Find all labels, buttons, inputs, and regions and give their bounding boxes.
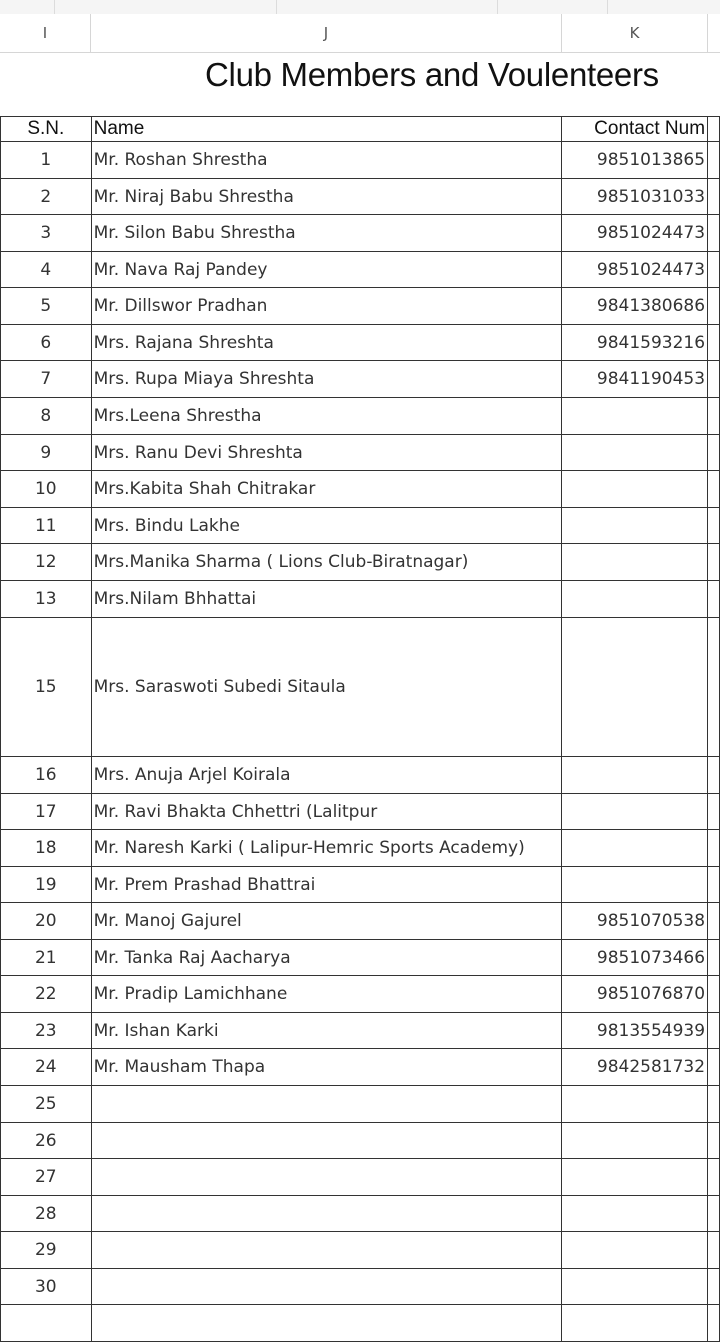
empty-cell[interactable] (708, 1232, 720, 1269)
name-cell[interactable]: Mrs.Manika Sharma ( Lions Club-Biratnagar) (91, 544, 562, 581)
sn-cell[interactable]: 24 (1, 1049, 92, 1086)
contact-cell[interactable] (562, 1086, 708, 1123)
sn-cell[interactable]: 22 (1, 976, 92, 1013)
table-row (1, 1159, 720, 1196)
name-cell[interactable]: Mrs. Saraswoti Subedi Sitaula (91, 618, 562, 757)
sn-cell[interactable]: 26 (1, 1123, 92, 1159)
table-row (1, 867, 720, 903)
sn-cell[interactable]: 28 (1, 1196, 92, 1232)
empty-cell[interactable] (708, 976, 720, 1013)
table-row (1, 903, 720, 940)
header-sn[interactable]: S.N. (1, 117, 92, 142)
empty-cell[interactable] (708, 794, 720, 830)
name-cell[interactable] (91, 1269, 562, 1305)
contact-cell[interactable] (562, 435, 708, 471)
empty-cell[interactable] (708, 1049, 720, 1086)
table-row (1, 1123, 720, 1159)
table-row (1, 435, 720, 471)
column-header-i[interactable]: I (0, 14, 91, 52)
name-cell[interactable]: Mr. Roshan Shrestha (91, 142, 562, 179)
sn-cell[interactable]: 11 (1, 508, 92, 544)
contact-cell[interactable] (562, 471, 708, 508)
empty-cell[interactable] (708, 903, 720, 940)
column-header-j[interactable]: J (91, 14, 562, 52)
strip-divider (276, 0, 277, 14)
empty-cell[interactable] (708, 1013, 720, 1049)
sn-cell[interactable]: 12 (1, 544, 92, 581)
contact-cell[interactable] (562, 1232, 708, 1269)
contact-cell[interactable] (562, 867, 708, 903)
name-cell[interactable]: Mr. Manoj Gajurel (91, 903, 562, 940)
empty-cell[interactable] (708, 361, 720, 398)
empty-cell[interactable] (708, 830, 720, 867)
table-row (1, 757, 720, 794)
top-frozen-strip (0, 0, 720, 15)
table-row (1, 1049, 720, 1086)
sn-cell[interactable] (1, 1305, 92, 1342)
table-row (1, 794, 720, 830)
empty-cell[interactable] (708, 1196, 720, 1232)
contact-cell[interactable] (562, 581, 708, 618)
table-row (1, 1196, 720, 1232)
members-table (0, 116, 720, 1342)
sn-cell[interactable]: 6 (1, 325, 92, 361)
name-cell[interactable] (91, 1196, 562, 1232)
sn-cell[interactable]: 15 (1, 618, 92, 757)
table-row (1, 471, 720, 508)
name-cell[interactable]: Mrs. Anuja Arjel Koirala (91, 757, 562, 794)
strip-divider (497, 0, 498, 14)
table-row (1, 252, 720, 288)
name-cell[interactable]: Mr. Ravi Bhakta Chhettri (Lalitpur (91, 794, 562, 830)
contact-cell[interactable] (562, 794, 708, 830)
contact-cell[interactable]: 9851013865 (562, 142, 708, 179)
sn-cell[interactable]: 20 (1, 903, 92, 940)
name-cell[interactable]: Mr. Prem Prashad Bhattrai (91, 867, 562, 903)
sn-cell[interactable]: 27 (1, 1159, 92, 1196)
sn-cell[interactable]: 9 (1, 435, 92, 471)
table-row (1, 398, 720, 435)
table-row (1, 618, 720, 757)
table-row (1, 1305, 720, 1342)
contact-cell[interactable] (562, 1305, 708, 1342)
table-row (1, 325, 720, 361)
sn-cell[interactable]: 7 (1, 361, 92, 398)
name-cell[interactable] (91, 1305, 562, 1342)
name-cell[interactable]: Mr. Mausham Thapa (91, 1049, 562, 1086)
column-header-k[interactable]: K (562, 14, 708, 52)
empty-cell[interactable] (708, 179, 720, 215)
empty-cell[interactable] (708, 581, 720, 618)
sn-cell[interactable]: 18 (1, 830, 92, 867)
sn-cell[interactable]: 1 (1, 142, 92, 179)
sn-cell[interactable]: 17 (1, 794, 92, 830)
header-name[interactable]: Name (91, 117, 562, 142)
name-cell[interactable]: Mrs. Rajana Shreshta (91, 325, 562, 361)
empty-cell[interactable] (708, 940, 720, 976)
name-cell[interactable]: Mrs. Ranu Devi Shreshta (91, 435, 562, 471)
sn-cell[interactable]: 30 (1, 1269, 92, 1305)
empty-cell[interactable] (708, 757, 720, 794)
contact-cell[interactable]: 9842581732 (562, 1049, 708, 1086)
sn-cell[interactable]: 16 (1, 757, 92, 794)
sn-cell[interactable]: 5 (1, 288, 92, 325)
table-row (1, 830, 720, 867)
contact-cell[interactable]: 9851070538 (562, 903, 708, 940)
column-header-bar (0, 14, 720, 53)
contact-cell[interactable]: 9851031033 (562, 179, 708, 215)
name-cell[interactable]: Mr. Ishan Karki (91, 1013, 562, 1049)
contact-cell[interactable]: 9851024473 (562, 252, 708, 288)
empty-cell[interactable] (708, 398, 720, 435)
name-cell[interactable]: Mrs. Bindu Lakhe (91, 508, 562, 544)
table-row (1, 581, 720, 618)
table-row (1, 142, 720, 179)
table-row (1, 1232, 720, 1269)
empty-cell[interactable] (708, 1305, 720, 1342)
empty-cell[interactable] (708, 508, 720, 544)
table-row (1, 940, 720, 976)
sn-cell[interactable]: 2 (1, 179, 92, 215)
sn-cell[interactable]: 4 (1, 252, 92, 288)
sn-cell[interactable]: 13 (1, 581, 92, 618)
name-cell[interactable] (91, 1086, 562, 1123)
sn-cell[interactable]: 3 (1, 215, 92, 252)
contact-cell[interactable]: 9851073466 (562, 940, 708, 976)
empty-cell[interactable] (708, 867, 720, 903)
empty-cell[interactable] (708, 215, 720, 252)
name-cell[interactable]: Mr. Niraj Babu Shrestha (91, 179, 562, 215)
table-row (1, 976, 720, 1013)
empty-cell[interactable] (708, 435, 720, 471)
name-cell[interactable]: Mr. Dillswor Pradhan (91, 288, 562, 325)
table-row (1, 215, 720, 252)
empty-cell[interactable] (708, 325, 720, 361)
contact-cell[interactable] (562, 398, 708, 435)
contact-cell[interactable]: 9851076870 (562, 976, 708, 1013)
header-contact[interactable]: Contact Num (562, 117, 708, 142)
name-cell[interactable] (91, 1232, 562, 1269)
contact-cell[interactable]: 9841190453 (562, 361, 708, 398)
sheet-title[interactable]: Club Members and Voulenteers (205, 56, 659, 93)
sn-cell[interactable]: 19 (1, 867, 92, 903)
name-cell[interactable]: Mr. Tanka Raj Aacharya (91, 940, 562, 976)
empty-cell[interactable] (708, 1086, 720, 1123)
empty-cell[interactable] (708, 288, 720, 325)
name-cell[interactable]: Mrs. Rupa Miaya Shreshta (91, 361, 562, 398)
contact-cell[interactable] (562, 1123, 708, 1159)
sn-cell[interactable]: 23 (1, 1013, 92, 1049)
sn-cell[interactable]: 25 (1, 1086, 92, 1123)
name-cell[interactable]: Mr. Naresh Karki ( Lalipur-Hemric Sports Academy) (91, 830, 562, 867)
name-cell[interactable]: Mr. Nava Raj Pandey (91, 252, 562, 288)
empty-cell[interactable] (708, 1123, 720, 1159)
empty-cell[interactable] (708, 1159, 720, 1196)
empty-cell[interactable] (708, 471, 720, 508)
name-cell[interactable]: Mrs.Nilam Bhhattai (91, 581, 562, 618)
name-cell[interactable]: Mrs.Kabita Shah Chitrakar (91, 471, 562, 508)
table-row (1, 361, 720, 398)
contact-cell[interactable]: 9813554939 (562, 1013, 708, 1049)
table-row (1, 179, 720, 215)
table-row (1, 1013, 720, 1049)
name-cell[interactable]: Mr. Silon Babu Shrestha (91, 215, 562, 252)
table-row (1, 508, 720, 544)
name-cell[interactable]: Mrs.Leena Shrestha (91, 398, 562, 435)
strip-divider (54, 0, 55, 14)
empty-cell[interactable] (708, 252, 720, 288)
sn-cell[interactable]: 10 (1, 471, 92, 508)
empty-cell[interactable] (708, 142, 720, 179)
strip-divider (607, 0, 608, 14)
empty-cell[interactable] (708, 544, 720, 581)
sn-cell[interactable]: 21 (1, 940, 92, 976)
contact-cell[interactable]: 9841593216 (562, 325, 708, 361)
contact-cell[interactable] (562, 1159, 708, 1196)
contact-cell[interactable] (562, 830, 708, 867)
contact-cell[interactable] (562, 508, 708, 544)
contact-cell[interactable] (562, 757, 708, 794)
table-row (1, 288, 720, 325)
table-row (1, 544, 720, 581)
name-cell[interactable]: Mr. Pradip Lamichhane (91, 976, 562, 1013)
contact-cell[interactable]: 9841380686 (562, 288, 708, 325)
contact-cell[interactable] (562, 618, 708, 757)
contact-cell[interactable] (562, 1196, 708, 1232)
empty-cell[interactable] (708, 117, 720, 142)
sn-cell[interactable]: 8 (1, 398, 92, 435)
table-row (1, 1269, 720, 1305)
name-cell[interactable] (91, 1159, 562, 1196)
contact-cell[interactable] (562, 544, 708, 581)
table-row (1, 1086, 720, 1123)
name-cell[interactable] (91, 1123, 562, 1159)
empty-cell[interactable] (708, 1269, 720, 1305)
contact-cell[interactable] (562, 1269, 708, 1305)
contact-cell[interactable]: 9851024473 (562, 215, 708, 252)
table-header-row (1, 117, 720, 142)
empty-cell[interactable] (708, 618, 720, 757)
sn-cell[interactable]: 29 (1, 1232, 92, 1269)
